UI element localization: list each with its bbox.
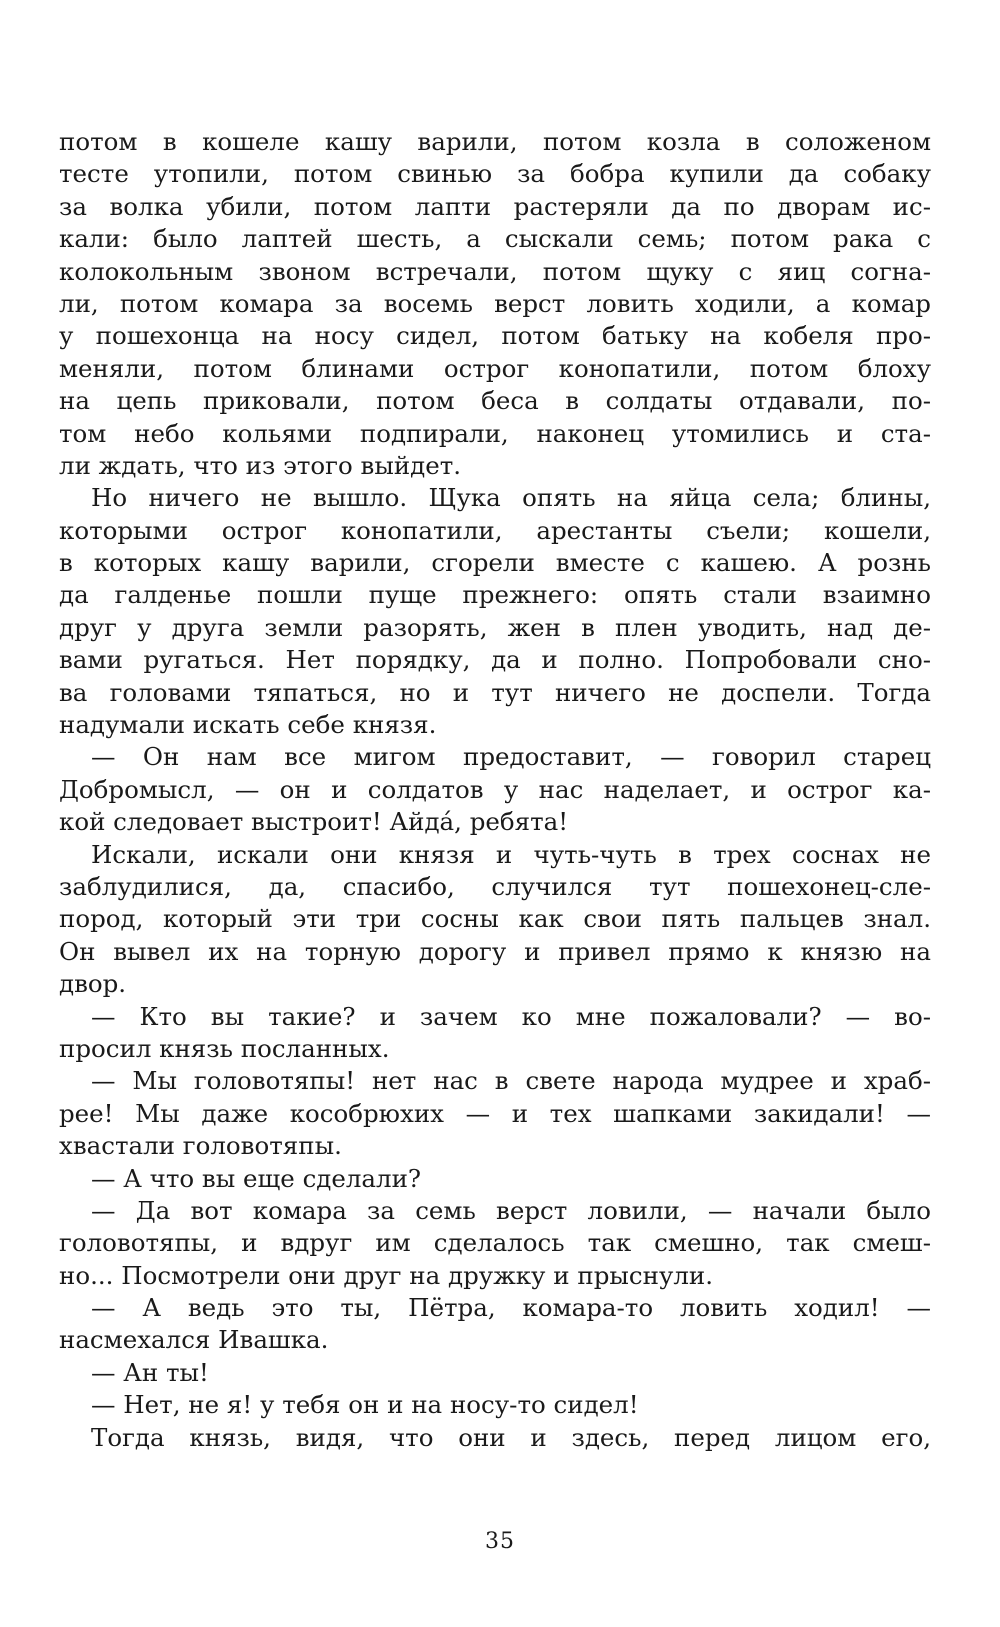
text-line: кали: было лаптей шесть, а сыскали семь; потом рака с: [59, 224, 931, 254]
paragraph: [59, 1422, 931, 1454]
text-line: — Нет, не я! у тебя он и на носу-то сидел!: [91, 1390, 639, 1420]
text-line: Тогда князь, видя, что они и здесь, перед лицом его,: [91, 1422, 931, 1452]
paragraph: [59, 741, 931, 838]
text-line: головотяпы, и вдруг им сделалось так смешно, так смеш-: [59, 1228, 931, 1258]
page-body: [59, 126, 931, 1454]
paragraph: [59, 839, 931, 1001]
paragraph: [59, 1195, 931, 1292]
paragraph: [59, 1292, 931, 1357]
text-line: рее! Мы даже кособрюхих — и тех шапками закидали! —: [59, 1098, 931, 1128]
paragraph: [59, 1065, 931, 1162]
text-line: Но ничего не вышло. Щука опять на яйца села; блины,: [91, 483, 931, 513]
text-line: меняли, потом блинами острог конопатили, потом блоху: [59, 353, 931, 383]
text-line: друг у друга земли разорять, жен в плен уводить, над де-: [59, 612, 931, 642]
text-line: Он вывел их на торную дорогу и привел прямо к князю на: [59, 936, 931, 966]
text-line: том небо кольями подпирали, наконец утомились и ста-: [59, 418, 931, 448]
text-line: кой следовает выстроит! Айда́, ребята!: [59, 807, 569, 837]
text-line: да галденье пошли пуще прежнего: опять стали взаимно: [59, 580, 931, 610]
text-line: — Да вот комара за семь верст ловили, — начали было: [91, 1195, 931, 1225]
paragraph: [59, 1389, 931, 1421]
text-line: на цепь приковали, потом беса в солдаты отдавали, по-: [59, 386, 931, 416]
text-line: двор.: [59, 969, 127, 999]
text-line: — Ан ты!: [91, 1357, 209, 1387]
text-line: — Он нам все мигом предоставит, — говорил старец: [91, 742, 931, 772]
text-line: ва головами тяпаться, но и тут ничего не доспели. Тогда: [59, 677, 931, 707]
text-line: которыми острог конопатили, арестанты съели; кошели,: [59, 515, 931, 545]
paragraph: [59, 126, 931, 482]
text-line: в которых кашу варили, сгорели вместе с кашею. А рознь: [59, 548, 931, 578]
text-line: заблудилися, да, спасибо, случился тут пошехонец-сле-: [59, 871, 931, 901]
text-line: надумали искать себе князя.: [59, 710, 437, 740]
paragraph: [59, 482, 931, 741]
text-line: Добромысл, — он и солдатов у нас наделает, и острог ка-: [59, 774, 931, 804]
text-line: Искали, искали они князя и чуть-чуть в трех соснах не: [91, 839, 931, 869]
text-line: — А что вы еще сделали?: [91, 1163, 422, 1193]
text-line: насмехался Ивашка.: [59, 1325, 329, 1355]
paragraph: [59, 1163, 931, 1195]
page-number: 35: [485, 1529, 515, 1554]
text-line: ли, потом комара за восемь верст ловить ходили, а комар: [59, 288, 931, 318]
text-line: просил князь посланных.: [59, 1033, 390, 1063]
text-line: — Кто вы такие? и зачем ко мне пожаловали? — во-: [91, 1001, 931, 1031]
text-line: пород, который эти три сосны как свои пять пальцев знал.: [59, 904, 931, 934]
text-line: но... Посмотрели они друг на дружку и прыснули.: [59, 1260, 714, 1290]
text-line: вами ругаться. Нет порядку, да и полно. Попробовали сно-: [59, 645, 931, 675]
text-line: тесте утопили, потом свинью за бобра купили да собаку: [59, 159, 931, 189]
text-line: хвастали головотяпы.: [59, 1131, 342, 1161]
text-line: ли ждать, что из этого выйдет.: [59, 450, 462, 480]
text-line: — Мы головотяпы! нет нас в свете народа мудрее и храб-: [91, 1066, 931, 1096]
paragraph: [59, 1001, 931, 1066]
text-line: потом в кошеле кашу варили, потом козла в соложеном: [59, 127, 931, 156]
text-line: колокольным звоном встречали, потом щуку с яиц согна-: [59, 256, 931, 286]
text-line: у пошехонца на носу сидел, потом батьку на кобеля про-: [59, 321, 931, 351]
paragraph: [59, 1357, 931, 1389]
text-line: за волка убили, потом лапти растеряли да по дворам ис-: [59, 191, 931, 221]
text-line: — А ведь это ты, Пётра, комара-то ловить ходил! —: [91, 1293, 931, 1323]
